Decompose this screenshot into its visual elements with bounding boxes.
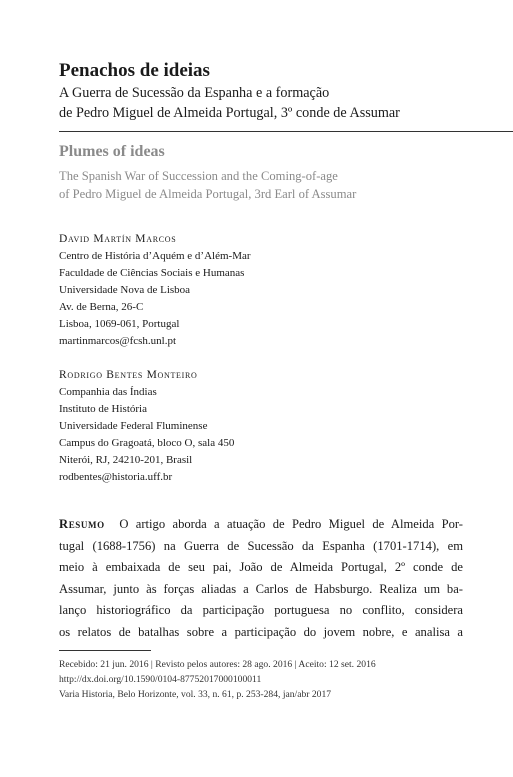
author-block [59, 231, 251, 350]
abstract-text: O artigo aborda a atuação de Pedro Miguel de Almeida Por- [119, 517, 464, 531]
abstract-line [59, 514, 463, 536]
footnote-citation: Varia Historia, Belo Horizonte, vol. 33, n. 61, p. 253-284, jan/abr 2017 [59, 689, 332, 700]
footnote-doi-link[interactable]: http://dx.doi.org/10.1590/0104-87752017000100011 [59, 674, 262, 685]
affiliation-line: Companhia das Índias [59, 386, 157, 398]
footnote-divider [59, 650, 151, 651]
title-divider [59, 131, 513, 132]
affiliation-line: Av. de Berna, 26-C [59, 301, 144, 313]
article-subtitle [59, 83, 400, 123]
affiliation-line: Universidade Nova de Lisboa [59, 284, 191, 296]
affiliation-line: Universidade Federal Fluminense [59, 420, 208, 432]
footnote [59, 657, 376, 702]
footnote-dates: Recebido: 21 jun. 2016 | Revisto pelos autores: 28 ago. 2016 | Aceito: 12 set. 2016 [59, 659, 376, 670]
english-subtitle-line: of Pedro Miguel de Almeida Portugal, 3rd Earl of Assumar [59, 187, 357, 201]
affiliation-line: Centro de História d’Aquém e d’Além-Mar [59, 250, 251, 262]
author-name: Rodrigo Bentes Monteiro [59, 369, 198, 381]
abstract-label: Resumo [59, 517, 105, 531]
author-block [59, 367, 234, 486]
subtitle-line: A Guerra de Sucessão da Espanha e a formação [59, 85, 330, 101]
abstract-line: Assumar, junto às forças aliadas a Carlos de Habsburgo. Realiza um ba- [59, 581, 463, 596]
author-email[interactable]: martinmarcos@fcsh.unl.pt [59, 335, 177, 347]
abstract-line: meio à embaixada de seu pai, João de Almeida Portugal, 2º conde de [59, 560, 463, 574]
subtitle-line: de Pedro Miguel de Almeida Portugal, 3º conde de Assumar [59, 105, 400, 121]
affiliation-line: Lisboa, 1069-061, Portugal [59, 318, 180, 330]
abstract-line: tugal (1688-1756) na Guerra de Sucessão da Espanha (1701-1714), em [59, 538, 463, 553]
abstract [59, 514, 463, 643]
abstract-line: os relatos de batalhas sobre a participação do jovem nobre, e analisa a [59, 624, 463, 639]
english-subtitle [59, 167, 356, 203]
affiliation-line: Niterói, RJ, 24210-201, Brasil [59, 454, 193, 466]
abstract-line: lanço historiográfico da participação portuguesa no conflito, considera [59, 603, 463, 617]
english-subtitle-line: The Spanish War of Succession and the Coming-of-age [59, 169, 338, 183]
affiliation-line: Faculdade de Ciências Sociais e Humanas [59, 267, 245, 279]
article-title: Penachos de ideias [59, 60, 210, 81]
affiliation-line: Campus do Gragoatá, bloco O, sala 450 [59, 437, 235, 449]
affiliation-line: Instituto de História [59, 403, 147, 415]
author-email[interactable]: rodbentes@historia.uff.br [59, 471, 173, 483]
author-name: David Martín Marcos [59, 233, 177, 245]
english-title: Plumes of ideas [59, 143, 165, 160]
